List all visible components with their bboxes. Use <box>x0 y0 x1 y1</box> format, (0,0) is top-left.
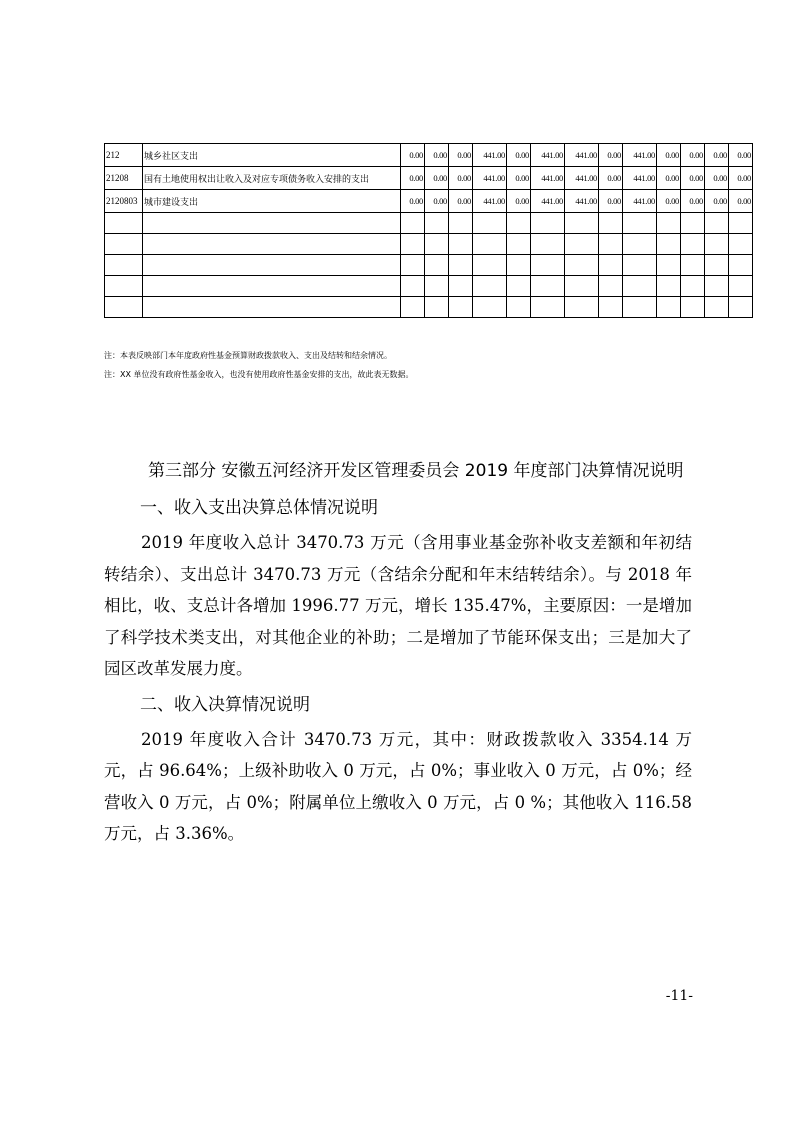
cell-amount <box>565 255 599 276</box>
cell-amount: 0.00 <box>401 144 425 167</box>
cell-amount: 0.00 <box>657 144 681 167</box>
cell-amount <box>473 213 507 234</box>
cell-amount <box>599 276 623 297</box>
cell-amount <box>449 276 473 297</box>
cell-amount <box>425 255 449 276</box>
cell-amount <box>623 297 657 318</box>
cell-amount <box>473 234 507 255</box>
cell-amount: 0.00 <box>425 144 449 167</box>
table-row <box>105 190 753 213</box>
table-row <box>105 144 753 167</box>
table-notes <box>104 346 414 384</box>
note-1: 注：本表反映部门本年度政府性基金预算财政拨款收入、支出及结转和结余情况。 <box>104 351 392 360</box>
fund-table-container <box>104 143 753 318</box>
cell-code <box>105 276 143 297</box>
cell-amount <box>729 276 753 297</box>
cell-code <box>105 213 143 234</box>
paragraph-overall: 2019 年度收入总计 3470.73 万元（含用事业基金弥补收支差额和年初结转结余）、支出总计 3470.73 万元（含结余分配和年末结转结余）。与 2018 年相比，收、支总计各增加 1996.77 万元，增长 135.47%，主要原因：一是增加了科学技术类支出，对其他企业的补助；二是增加了节能环保支出；三是加大了园区改革发展力度。 <box>104 533 692 678</box>
cell-amount: 0.00 <box>401 190 425 213</box>
cell-amount <box>705 213 729 234</box>
cell-amount: 0.00 <box>599 144 623 167</box>
table-row <box>105 297 753 318</box>
cell-amount <box>531 255 565 276</box>
cell-item-name <box>143 276 401 297</box>
cell-amount: 441.00 <box>565 190 599 213</box>
cell-amount <box>507 276 531 297</box>
cell-item-name <box>143 234 401 255</box>
cell-amount <box>623 213 657 234</box>
cell-code: 21208 <box>105 167 143 190</box>
cell-amount: 0.00 <box>729 167 753 190</box>
cell-amount: 0.00 <box>657 190 681 213</box>
table-body <box>105 144 753 318</box>
cell-amount: 0.00 <box>705 167 729 190</box>
cell-item-name: 城乡社区支出 <box>143 144 401 167</box>
government-fund-table <box>104 143 753 318</box>
paragraph-income: 2019 年度收入合计 3470.73 万元，其中：财政拨款收入 3354.14 万元，占 96.64%；上级补助收入 0 万元，占 0%；事业收入 0 万元，占 0%；经营收入 0 万元，占 0%；附属单位上缴收入 0 万元，占 0 %；其他收入 116.58 万元，占 3.36%。 <box>104 729 692 843</box>
cell-amount <box>565 297 599 318</box>
cell-amount <box>425 213 449 234</box>
cell-item-name <box>143 255 401 276</box>
cell-amount <box>449 297 473 318</box>
cell-amount <box>657 276 681 297</box>
cell-amount: 441.00 <box>565 167 599 190</box>
cell-amount <box>401 276 425 297</box>
cell-amount <box>507 297 531 318</box>
cell-amount <box>531 297 565 318</box>
cell-amount: 441.00 <box>531 144 565 167</box>
cell-amount: 0.00 <box>705 144 729 167</box>
cell-amount <box>531 234 565 255</box>
cell-amount: 0.00 <box>681 190 705 213</box>
cell-amount <box>425 234 449 255</box>
heading-overall: 一、收入支出决算总体情况说明 <box>140 498 378 518</box>
cell-amount: 0.00 <box>507 144 531 167</box>
cell-amount: 0.00 <box>681 144 705 167</box>
cell-amount <box>473 297 507 318</box>
table-row <box>105 167 753 190</box>
cell-amount: 0.00 <box>401 167 425 190</box>
cell-amount <box>623 255 657 276</box>
heading-income: 二、收入决算情况说明 <box>140 694 310 715</box>
cell-amount: 441.00 <box>623 190 657 213</box>
cell-amount <box>623 234 657 255</box>
cell-amount <box>401 234 425 255</box>
cell-amount <box>729 255 753 276</box>
note-2: 注：XX 单位没有政府性基金收入，也没有使用政府性基金安排的支出，故此表无数据。 <box>104 370 414 379</box>
cell-amount <box>565 276 599 297</box>
cell-amount: 0.00 <box>681 167 705 190</box>
cell-amount <box>657 297 681 318</box>
main-content <box>104 455 692 850</box>
cell-amount: 441.00 <box>623 167 657 190</box>
cell-amount <box>401 255 425 276</box>
cell-amount <box>507 234 531 255</box>
cell-amount <box>401 213 425 234</box>
cell-amount <box>657 234 681 255</box>
cell-amount <box>531 213 565 234</box>
cell-item-name: 国有土地使用权出让收入及对应专项债务收入安排的支出 <box>143 167 401 190</box>
cell-amount <box>425 276 449 297</box>
cell-amount: 0.00 <box>425 167 449 190</box>
cell-amount <box>657 255 681 276</box>
section-title: 第三部分 安徽五河经济开发区管理委员会 2019 年度部门决算情况说明 <box>148 461 684 481</box>
cell-amount: 0.00 <box>449 144 473 167</box>
cell-code <box>105 297 143 318</box>
cell-amount: 0.00 <box>599 190 623 213</box>
cell-amount <box>705 255 729 276</box>
cell-amount <box>507 255 531 276</box>
page-number: -11- <box>665 988 693 1004</box>
cell-amount <box>565 213 599 234</box>
cell-amount <box>705 234 729 255</box>
cell-amount: 0.00 <box>425 190 449 213</box>
cell-amount <box>623 276 657 297</box>
cell-amount <box>599 234 623 255</box>
cell-amount <box>705 297 729 318</box>
cell-amount: 0.00 <box>657 167 681 190</box>
cell-amount: 441.00 <box>531 167 565 190</box>
cell-amount: 0.00 <box>449 190 473 213</box>
cell-amount <box>681 255 705 276</box>
cell-amount <box>531 276 565 297</box>
cell-amount: 441.00 <box>531 190 565 213</box>
table-row <box>105 276 753 297</box>
cell-amount <box>599 297 623 318</box>
cell-amount <box>681 297 705 318</box>
cell-amount <box>681 213 705 234</box>
cell-amount: 0.00 <box>705 190 729 213</box>
cell-amount: 441.00 <box>473 167 507 190</box>
cell-amount <box>425 297 449 318</box>
cell-amount: 0.00 <box>729 190 753 213</box>
cell-amount <box>729 297 753 318</box>
cell-amount <box>599 255 623 276</box>
cell-code: 212 <box>105 144 143 167</box>
cell-amount: 441.00 <box>473 190 507 213</box>
table-row <box>105 213 753 234</box>
cell-amount <box>599 213 623 234</box>
cell-amount <box>449 255 473 276</box>
cell-item-name <box>143 213 401 234</box>
cell-code: 2120803 <box>105 190 143 213</box>
cell-amount <box>507 213 531 234</box>
cell-amount <box>473 276 507 297</box>
cell-amount <box>449 213 473 234</box>
cell-amount <box>449 234 473 255</box>
cell-amount <box>657 213 681 234</box>
cell-amount: 441.00 <box>473 144 507 167</box>
cell-item-name: 城市建设支出 <box>143 190 401 213</box>
table-row <box>105 234 753 255</box>
cell-amount <box>729 213 753 234</box>
cell-amount: 0.00 <box>599 167 623 190</box>
cell-amount: 0.00 <box>507 190 531 213</box>
cell-amount <box>473 255 507 276</box>
cell-amount: 441.00 <box>565 144 599 167</box>
cell-amount <box>729 234 753 255</box>
cell-code <box>105 255 143 276</box>
cell-code <box>105 234 143 255</box>
cell-amount: 0.00 <box>507 167 531 190</box>
cell-amount <box>565 234 599 255</box>
cell-amount: 441.00 <box>623 144 657 167</box>
cell-amount: 0.00 <box>449 167 473 190</box>
cell-amount <box>681 276 705 297</box>
cell-item-name <box>143 297 401 318</box>
cell-amount: 0.00 <box>729 144 753 167</box>
cell-amount <box>681 234 705 255</box>
cell-amount <box>705 276 729 297</box>
table-row <box>105 255 753 276</box>
cell-amount <box>401 297 425 318</box>
